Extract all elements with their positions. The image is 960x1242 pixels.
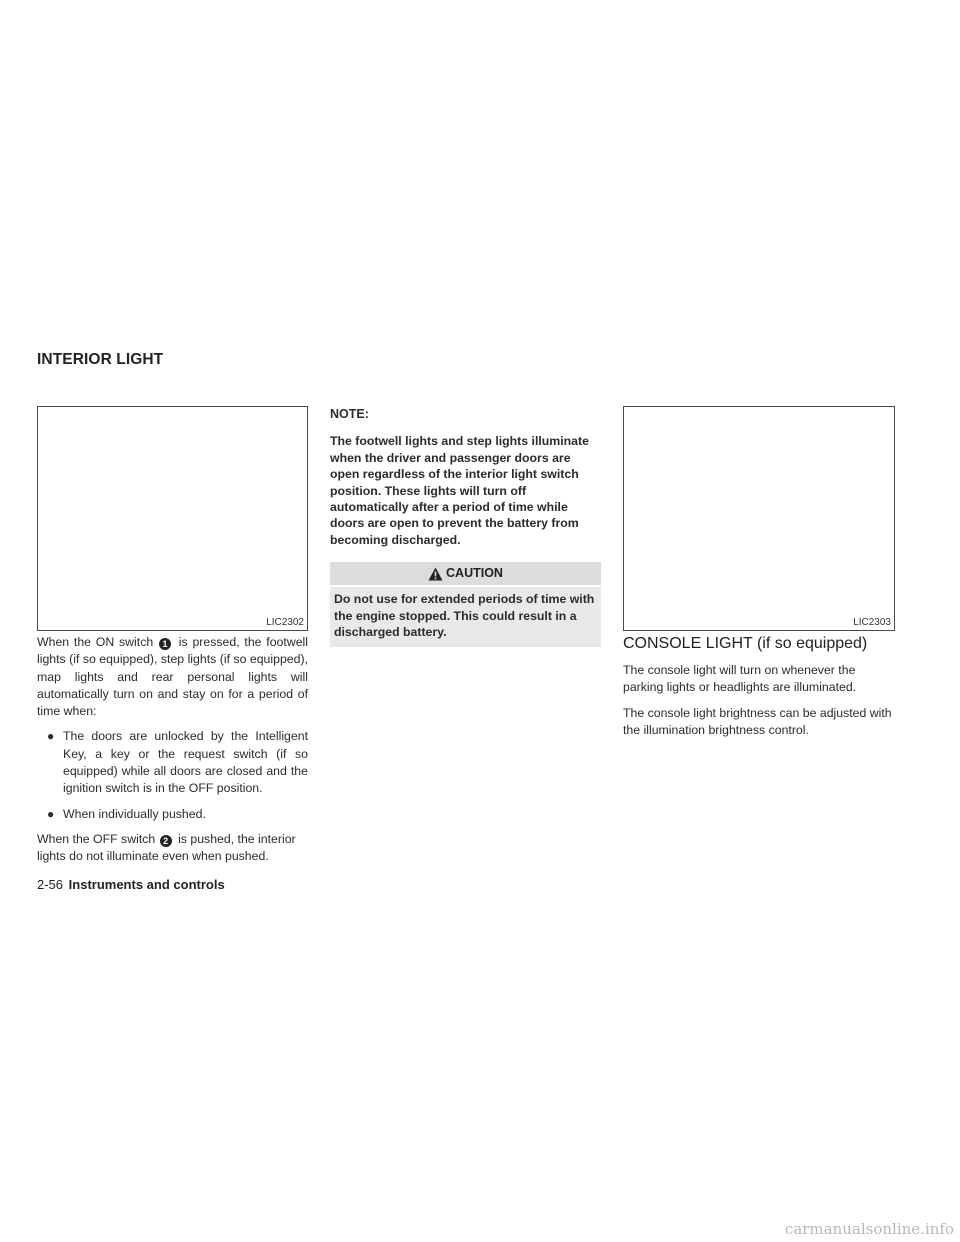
list-item: ● The doors are unlocked by the Intelligent Key, a key or the request switch (if so equipped) while all doors are closed and the ignition switch is in the OFF position. — [47, 729, 308, 796]
caution-banner — [330, 562, 601, 585]
figure-left-label: LIC2302 — [266, 617, 304, 628]
bullet-icon: ● — [47, 729, 55, 744]
conditions-list — [37, 728, 308, 822]
marker-1-icon: 1 — [159, 638, 171, 650]
figure-right — [623, 406, 895, 631]
caution-text: Do not use for extended periods of time with the engine stopped. This could result in a discharged battery. — [330, 587, 601, 647]
footer-section: Instruments and controls — [68, 877, 225, 892]
off-switch-paragraph: When the OFF switch 2 is pushed, the interior lights do not illuminate even when pushed. — [37, 831, 296, 864]
page-footer — [37, 877, 225, 892]
list-item: ● When individually pushed. — [37, 806, 308, 823]
figure-left — [37, 406, 308, 631]
on-switch-paragraph: When the ON switch 1 is pressed, the footwell lights (if so equipped), step lights (if so equipped), map lights and rear personal lights will automatically turn on and stay on for a period of time when: — [37, 635, 308, 719]
console-paragraph-1: The console light will turn on whenever the parking lights or headlights are illuminated. — [623, 663, 857, 695]
note-text: The footwell lights and step lights illuminate when the driver and passenger doors are open regardless of the interior light switch position. These lights will turn off automatically after a period of time while doors are open to prevent the battery from becoming discharged. — [330, 434, 589, 547]
marker-2-icon: 2 — [160, 835, 172, 847]
caution-heading: CAUTION — [446, 565, 503, 580]
section-title: INTERIOR LIGHT — [37, 351, 164, 368]
figure-right-label: LIC2303 — [853, 617, 891, 628]
page-number: 2-56 — [37, 877, 64, 892]
console-light-heading: CONSOLE LIGHT (if so equipped) — [623, 635, 868, 652]
warning-triangle-icon — [428, 567, 443, 581]
right-column — [623, 662, 895, 747]
console-paragraph-2: The console light brightness can be adjusted with the illumination brightness control. — [623, 705, 892, 737]
bullet-icon: ● — [47, 806, 55, 821]
middle-column — [330, 406, 601, 647]
note-heading: NOTE: — [330, 407, 369, 421]
left-column — [37, 634, 308, 874]
watermark: carmanualsonline.info — [784, 1220, 954, 1238]
